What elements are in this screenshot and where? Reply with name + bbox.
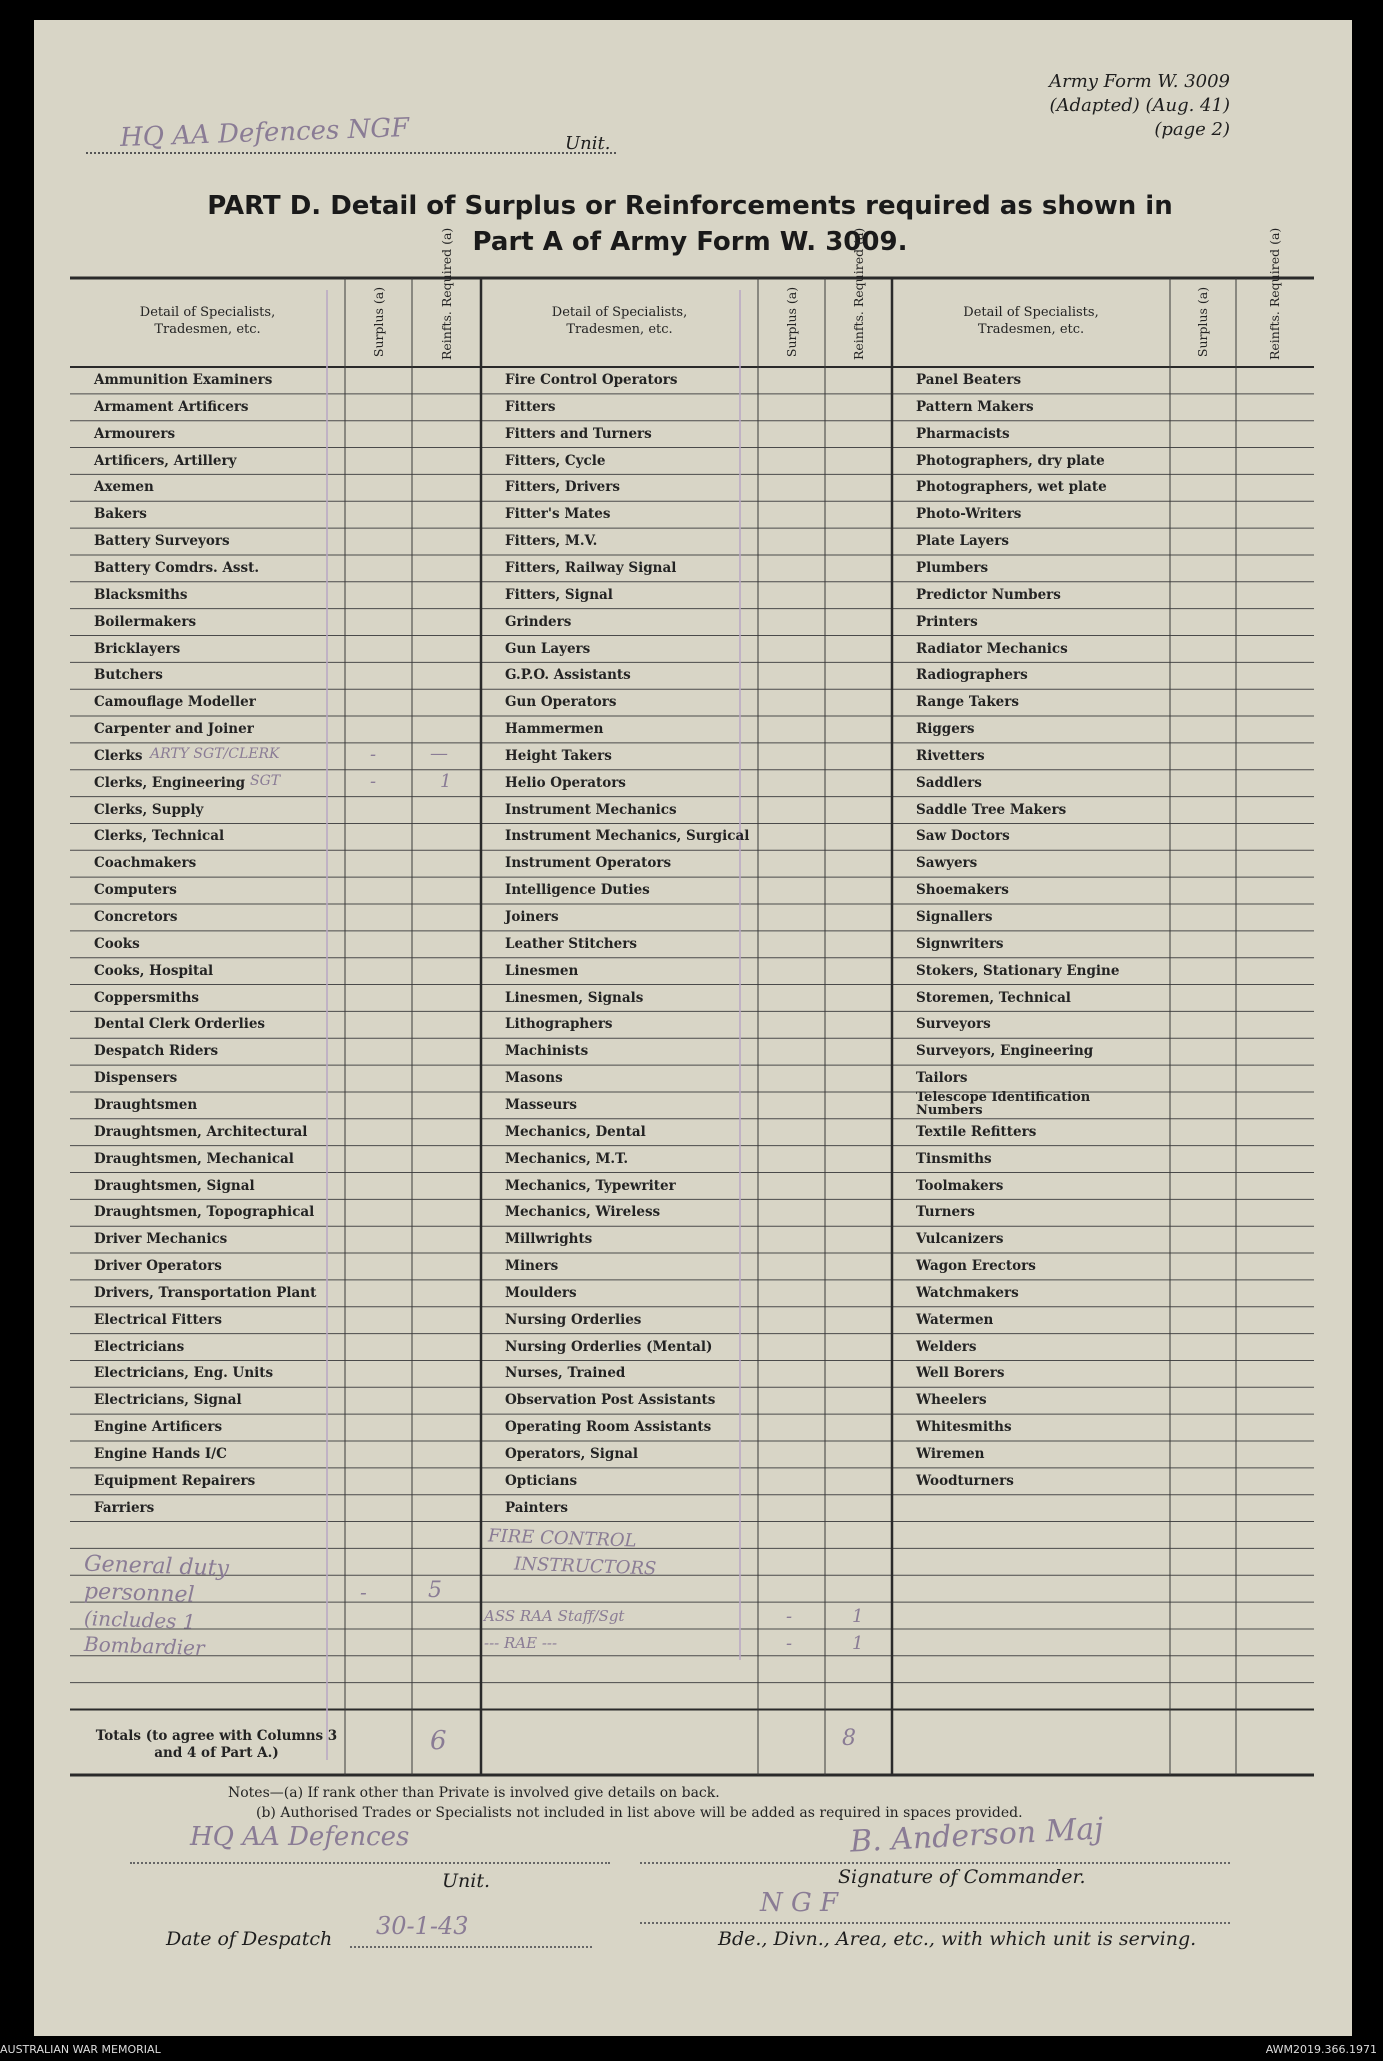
trade-cell: Hammermen [505,721,604,738]
trade-cell: Clerks, Supply [94,801,204,818]
extra-surplus: - [360,1580,367,1605]
trade-cell: Woodturners [916,1472,1014,1489]
clerks-surplus: - [370,743,377,765]
commander-signature: B. Anderson Maj [849,1811,1105,1860]
header-detail: Detail of Specialists, Tradesmen, etc. [963,305,1099,337]
header-detail: Detail of Specialists, Tradesmen, etc. [139,305,276,337]
extra-line3: (includes 1 [83,1606,196,1635]
form-id-line1: Army Form W. 3009 [1049,71,1230,92]
unit-handwritten-top: HQ AA Defences NGF [119,112,410,154]
totals-label: Totals (to agree with Columns 3 and 4 of Part A.) [95,1727,338,1761]
notes [228,1783,1023,1823]
trade-cell: Plumbers [916,559,989,576]
trade-cell: Painters [505,1499,569,1516]
signature-field [640,1862,1230,1864]
header-surplus: Surplus (a) [1195,286,1210,358]
trade-cell: Stokers, Stationary Engine [916,962,1120,979]
trade-cell: Draughtsmen, Architectural [94,1123,308,1140]
trade-cell: Welders [916,1338,977,1355]
extra-reinf: 5 [428,1578,442,1604]
trade-cell: Printers [916,613,978,630]
trade-cell: Fire Control Operators [505,372,678,388]
trade-cell: Electricians [94,1338,185,1355]
trade-cell: Engine Hands I/C [94,1446,227,1462]
total-col1: 6 [430,1725,447,1756]
fc-row2: --- RAE --- [484,1633,558,1652]
trade-cell: Bakers [94,506,147,523]
trade-cell: Battery Comdrs. Asst. [94,559,260,576]
trade-cell: Saw Doctors [916,828,1010,845]
trade-cell: Despatch Riders [94,1043,219,1060]
trade-cell: Whitesmiths [916,1419,1012,1436]
trade-cell: Nursing Orderlies [505,1311,642,1328]
trade-cell: Grinders [505,613,572,630]
trade-cell: Photo-Writers [916,506,1022,523]
trade-cell: Machinists [505,1043,589,1060]
trade-cell: Fitters, M.V. [505,533,598,550]
trade-cell: Textile Refitters [916,1123,1037,1140]
trade-cell: Fitters, Drivers [505,479,620,496]
trade-cell: Butchers [94,667,163,684]
trade-cell: Storemen, Technical [916,989,1071,1006]
trade-cell: Concretors [94,909,178,925]
trade-cell: Clerks [94,747,143,764]
trade-cell: Coachmakers [94,855,197,872]
trade-cell: G.P.O. Assistants [505,667,631,684]
trade-cell: Height Takers [505,747,612,764]
trade-cell: Cooks [94,935,140,952]
trade-cell: Helio Operators [505,774,626,791]
trade-cell: Pattern Makers [916,398,1034,415]
date-field [350,1946,592,1948]
trade-cell: Boilermakers [94,613,197,630]
trade-cell: Nurses, Trained [505,1365,626,1382]
fc-row1-surplus: - [786,1606,793,1628]
fc-row2-surplus: - [786,1632,793,1654]
trade-cell: Linesmen [505,962,579,979]
signature-label: Signature of Commander. [838,1866,1086,1888]
trade-cell: Signallers [916,909,993,925]
trade-cell: Tailors [916,1070,968,1087]
header-surplus: Surplus (a) [783,286,799,358]
area-field [640,1922,1230,1924]
trade-cell: Opticians [505,1472,578,1489]
trade-cell: Intelligence Duties [505,882,650,899]
trade-cell: Mechanics, Wireless [505,1204,661,1221]
trade-cell: Instrument Mechanics [505,801,677,818]
trade-cell: Cooks, Hospital [94,962,214,979]
archive-name: AUSTRALIAN WAR MEMORIAL [0,2043,161,2056]
trade-cell: Toolmakers [916,1177,1004,1194]
trade-cell: Miners [505,1258,559,1275]
trade-cell: Driver Operators [94,1258,222,1275]
trade-cell: Photographers, dry plate [916,452,1105,469]
trade-cell: Tinsmiths [916,1150,992,1167]
despatch-date-handwritten: 30-1-43 [376,1912,469,1940]
trade-cell: Dispensers [94,1070,178,1087]
trade-cell: Well Borers [916,1365,1005,1382]
header-reinforcements: Reinfts. Required (a) [438,227,454,360]
trade-cell: Watchmakers [916,1284,1019,1301]
unit-label-bottom: Unit. [442,1870,491,1892]
header-reinforcements: Reinfts. Required (a) [1267,227,1282,360]
trade-cell: Battery Surveyors [94,533,230,550]
trade-cell: Shoemakers [916,882,1009,899]
extra-line2: personnel [83,1579,195,1609]
trade-cell: Observation Post Assistants [505,1392,716,1409]
header-detail: Detail of Specialists, Tradesmen, etc. [551,305,688,337]
fc-row1-reinf: 1 [852,1606,864,1628]
clerks-eng-reinf: 1 [440,770,452,792]
trade-cell: Operating Room Assistants [505,1419,712,1436]
trade-cell: Draughtsmen, Mechanical [94,1150,294,1167]
clerks-note: ARTY SGT/CLERK [150,745,280,762]
trade-cell: Mechanics, M.T. [505,1150,629,1167]
trade-cell: Signwriters [916,935,1004,952]
trade-cell: Draughtsmen, Topographical [94,1204,315,1221]
trade-cell: Blacksmiths [94,586,188,603]
trade-cell: Sawyers [916,855,978,872]
trade-cell: Carpenter and Joiner [94,721,254,738]
trade-cell: Camouflage Modeller [94,694,256,711]
trade-cell: Armament Artificers [94,398,249,415]
trade-cell: Fitters and Turners [505,425,652,442]
fc-row1: ASS RAA Staff/Sgt [484,1607,625,1626]
trade-cell: Saddle Tree Makers [916,801,1067,818]
trade-cell: Electricians, Eng. Units [94,1365,274,1382]
unit-field-bottom [130,1862,610,1864]
unit-handwritten-bottom: HQ AA Defences [190,1822,410,1852]
trade-cell: Operators, Signal [505,1446,639,1462]
trade-cell: Engine Artificers [94,1419,223,1436]
trade-cell: Plate Layers [916,533,1009,550]
trade-cell: Artificers, Artillery [94,452,237,469]
trade-cell: Masseurs [505,1096,578,1113]
fc-instructors-2: INSTRUCTORS [513,1553,657,1580]
trade-cell: Leather Stitchers [505,935,637,952]
trade-cell: Telescope Identification Numbers [916,1089,1091,1118]
extra-line1: General duty [83,1551,230,1582]
form-id-line3: (page 2) [1154,119,1230,140]
trade-cell: Radiator Mechanics [916,640,1068,657]
trade-cell: Vulcanizers [916,1231,1004,1248]
trade-cell: Electricians, Signal [94,1392,242,1409]
trade-cell: Gun Layers [505,640,591,657]
trade-cell: Wheelers [916,1392,987,1409]
trade-cell: Turners [916,1204,975,1221]
trade-cell: Computers [94,882,177,899]
trade-cell: Axemen [94,479,154,496]
trade-cell: Millwrights [505,1231,593,1248]
trade-cell: Coppersmiths [94,989,199,1006]
clerks-eng-surplus: - [370,770,377,792]
clerks-eng-note: SGT [250,772,281,789]
trade-cell: Gun Operators [505,694,617,711]
trade-cell: Watermen [916,1311,994,1328]
trade-cell: Panel Beaters [916,372,1022,388]
extra-line4: Bombardier [83,1631,205,1661]
trade-cell: Saddlers [916,774,982,791]
trade-cell: Fitters, Railway Signal [505,559,677,576]
trade-cell: Surveyors, Engineering [916,1043,1094,1060]
trade-cell: Fitters, Cycle [505,452,606,469]
trade-cell: Fitter's Mates [505,506,611,523]
trade-cell: Instrument Operators [505,855,672,872]
trade-cell: Lithographers [505,1016,613,1033]
trade-cell: Equipment Repairers [94,1472,256,1489]
total-col2: 8 [842,1725,856,1751]
note-a: Notes—(a) If rank other than Private is involved give details on back. [228,1785,720,1801]
trade-cell: Radiographers [916,667,1028,684]
trade-cell: Joiners [505,909,559,925]
trade-cell: Draughtsmen [94,1096,198,1113]
trade-cell: Farriers [94,1499,155,1516]
trade-cell: Range Takers [916,694,1019,711]
trade-cell: Linesmen, Signals [505,989,644,1006]
trade-cell: Surveyors [916,1016,991,1033]
title-line1: PART D. Detail of Surplus or Reinforcements required as shown in [207,191,1173,221]
trade-cell: Mechanics, Dental [505,1123,646,1140]
bde-label: Bde., Divn., Area, etc., with which unit is serving. [718,1928,1197,1950]
trade-cell: Ammunition Examiners [94,372,273,388]
unit-label-top: Unit. [565,133,611,154]
trade-cell: Instrument Mechanics, Surgical [505,828,750,845]
trade-cell: Clerks, Engineering [94,774,246,791]
trade-cell: Nursing Orderlies (Mental) [505,1338,713,1355]
trade-cell: Fitters, Signal [505,586,613,603]
date-label: Date of Despatch [166,1928,333,1950]
trade-cell: Photographers, wet plate [916,479,1107,496]
header-reinforcements: Reinfts. Required (a) [850,227,866,360]
trade-cell: Dental Clerk Orderlies [94,1016,266,1033]
trade-cell: Drivers, Transportation Plant [94,1284,317,1301]
trade-cell: Riggers [916,721,975,738]
archive-ref: AWM2019.366.1971 [1265,2043,1377,2056]
trade-cell: Masons [505,1070,563,1087]
trade-cell: Pharmacists [916,425,1010,442]
trade-cell: Moulders [505,1284,577,1301]
trade-cell: Clerks, Technical [94,828,225,845]
title-line2: Part A of Army Form W. 3009. [472,227,908,257]
trade-cell: Mechanics, Typewriter [505,1177,676,1194]
fc-instructors-1: FIRE CONTROL [487,1524,637,1552]
area-handwritten: N G F [760,1888,839,1918]
note-b: (b) Authorised Trades or Specialists not included in list above will be added as required in spaces provided. [256,1805,1023,1821]
fc-row2-reinf: 1 [852,1632,864,1654]
clerks-reinf: — [430,742,448,764]
trade-cell: Driver Mechanics [94,1231,228,1248]
trade-cell: Draughtsmen, Signal [94,1177,255,1194]
trade-cell: Predictor Numbers [916,586,1061,603]
header-surplus: Surplus (a) [370,286,386,358]
trade-cell: Wagon Erectors [916,1258,1036,1275]
trade-cell: Wiremen [916,1446,985,1462]
trade-cell: Fitters [505,398,556,415]
trade-cell: Rivetters [916,747,985,764]
form-id-line2: (Adapted) (Aug. 41) [1049,95,1230,116]
trade-cell: Electrical Fitters [94,1311,222,1328]
trade-cell: Armourers [94,425,176,442]
trade-cell: Bricklayers [94,640,181,657]
